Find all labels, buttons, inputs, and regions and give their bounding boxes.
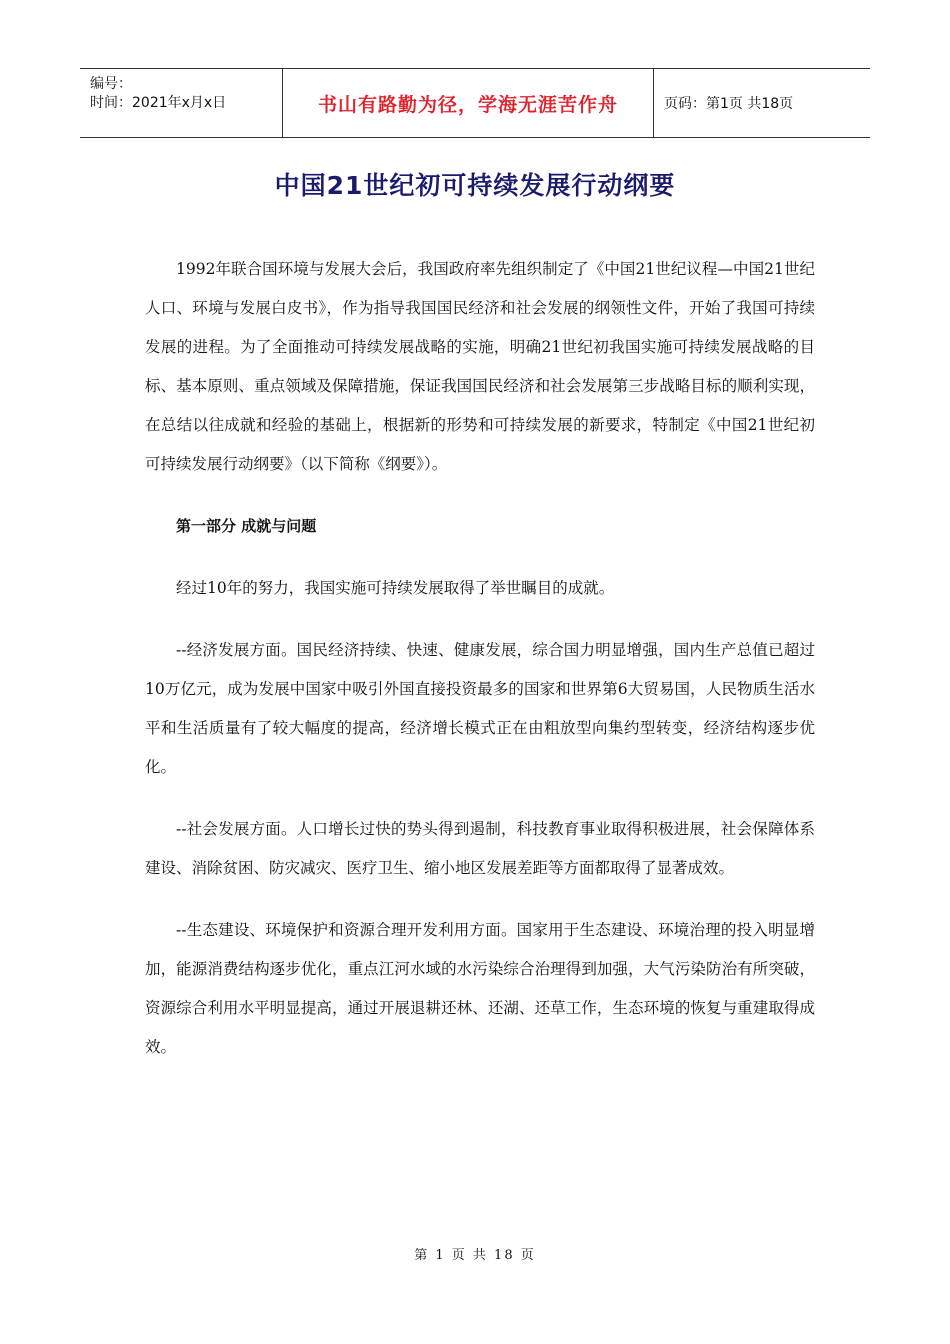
header-page-info: 页码：第1页 共18页	[664, 96, 794, 112]
section-heading: 第一部分 成就与问题	[176, 517, 317, 535]
header-meta	[80, 69, 282, 137]
header-motto: 书山有路勤为径，学海无涯苦作舟	[282, 69, 654, 137]
intro-paragraph: 1992年联合国环境与发展大会后，我国政府率先组织制定了《中国21世纪议程—中国21世纪人口、环境与发展白皮书》，作为指导我国国民经济和社会发展的纲领性文件，开始了我国可持续发展的进程。为了全面推动可持续发展战略的实施，明确21世纪初我国实施可持续发展战略的目标、基本原则、重点领域及保障措施，保证我国国民经济和社会发展第三步战略目标的顺利实现，在总结以往成就和经验的基础上，根据新的形势和可持续发展的新要求，特制定《中国21世纪初可持续发展行动纲要》（以下简称《纲要》）。	[145, 260, 815, 473]
document-number: 编号：	[90, 76, 132, 92]
body-paragraph: --生态建设、环境保护和资源合理开发利用方面。国家用于生态建设、环境治理的投入明显增加，能源消费结构逐步优化，重点江河水域的水污染综合治理得到加强，大气污染防治有所突破，资源综合利用水平明显提高，通过开展退耕还林、还湖、还草工作，生态环境的恢复与重建取得成效。	[145, 921, 815, 1056]
page-footer: 第 1 页 共 18 页	[414, 1248, 536, 1263]
body-paragraph: --社会发展方面。人口增长过快的势头得到遏制，科技教育事业取得积极进展，社会保障体系建设、消除贫困、防灾减灾、医疗卫生、缩小地区发展差距等方面都取得了显著成效。	[145, 820, 815, 877]
body-paragraph: 经过10年的努力，我国实施可持续发展取得了举世瞩目的成就。	[176, 579, 615, 597]
document-date: 时间：2021年x月x日	[90, 95, 227, 111]
header-table	[80, 68, 870, 138]
document-body	[145, 250, 815, 1090]
body-paragraph: --经济发展方面。国民经济持续、快速、健康发展，综合国力明显增强，国内生产总值已超过10万亿元，成为发展中国家中吸引外国直接投资最多的国家和世界第6大贸易国，人民物质生活水平和生活质量有了较大幅度的提高，经济增长模式正在由粗放型向集约型转变，经济结构逐步优化。	[145, 641, 815, 776]
document-title: 中国21世纪初可持续发展行动纲要	[274, 171, 676, 200]
